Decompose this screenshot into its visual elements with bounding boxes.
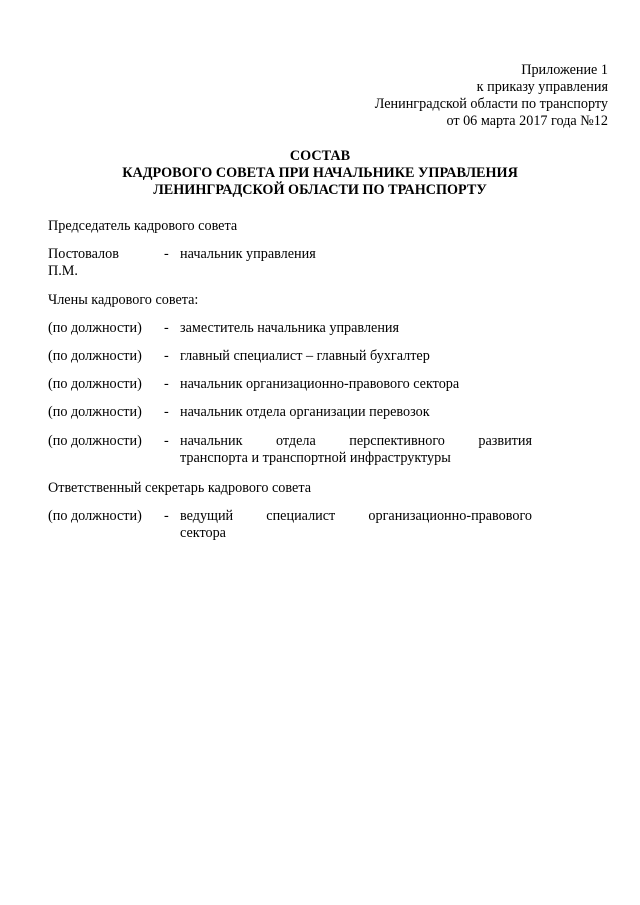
dash: -	[164, 376, 169, 392]
member-who: (по должности)	[48, 433, 142, 449]
appendix-line-3: Ленинградской области по транспорту	[374, 96, 608, 112]
dash: -	[164, 246, 169, 262]
chairman-position: начальник управления	[180, 246, 316, 262]
member-who: (по должности)	[48, 348, 142, 364]
member-who: (по должности)	[48, 404, 142, 420]
dash: -	[164, 433, 169, 449]
member-position: заместитель начальника управления	[180, 320, 400, 336]
chairman-initials: П.М.	[48, 263, 78, 279]
appendix-header	[248, 62, 608, 130]
document-title	[0, 148, 640, 199]
member-position: начальник отдела организации перевозок	[180, 404, 430, 420]
member-position-line-1: начальник отдела перспективного развития	[180, 433, 532, 449]
secretary-who: (по должности)	[48, 508, 142, 524]
member-who: (по должности)	[48, 376, 142, 392]
chairman-surname: Постовалов	[48, 246, 119, 262]
dash: -	[164, 320, 169, 336]
member-position: начальник организационно-правового сектора	[180, 376, 460, 392]
appendix-line-2: к приказу управления	[476, 79, 608, 95]
secretary-position	[180, 508, 532, 542]
secretary-position-line-2: сектора	[180, 525, 226, 541]
secretary-heading: Ответственный секретарь кадрового совета	[48, 480, 311, 496]
chairman-name	[48, 246, 158, 280]
dash: -	[164, 348, 169, 364]
title-line-2: КАДРОВОГО СОВЕТА ПРИ НАЧАЛЬНИКЕ УПРАВЛЕНИЯ	[122, 165, 518, 181]
member-position-line-2: транспорта и транспортной инфраструктуры	[180, 450, 451, 466]
appendix-line-1: Приложение 1	[521, 62, 608, 78]
member-who: (по должности)	[48, 320, 142, 336]
member-position: главный специалист – главный бухгалтер	[180, 348, 430, 364]
appendix-line-4: от 06 марта 2017 года №12	[446, 113, 608, 129]
members-heading: Члены кадрового совета:	[48, 292, 199, 308]
title-line-1: СОСТАВ	[289, 148, 351, 164]
title-line-3: ЛЕНИНГРАДСКОЙ ОБЛАСТИ ПО ТРАНСПОРТУ	[153, 182, 487, 198]
dash: -	[164, 404, 169, 420]
member-position	[180, 433, 532, 467]
chairman-heading: Председатель кадрового совета	[48, 218, 238, 234]
secretary-position-line-1: ведущий специалист организационно-правового	[180, 508, 532, 524]
dash: -	[164, 508, 169, 524]
